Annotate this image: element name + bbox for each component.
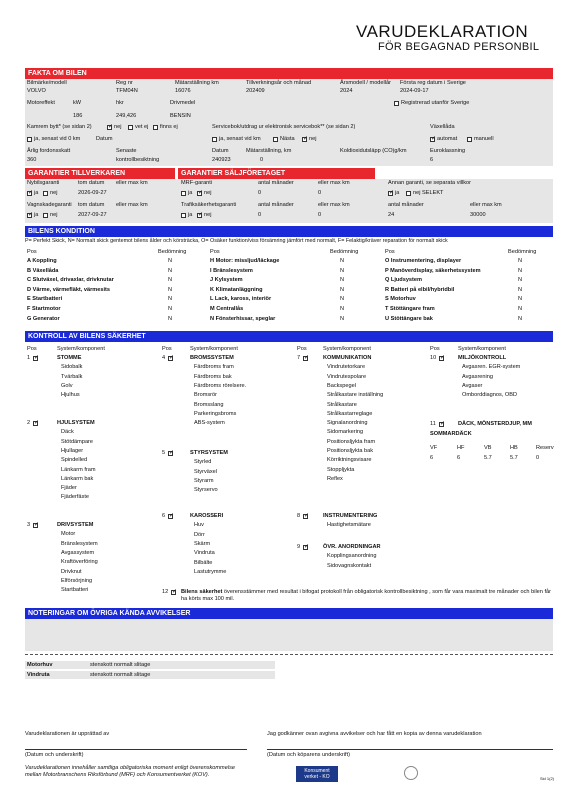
garanti-col: tom datum: [78, 180, 105, 186]
kondition-item: J Kylsystem: [210, 277, 243, 284]
section-kontroll: KONTROLL AV BILENS SÄKERHET: [25, 331, 553, 342]
nej-label: nej SELEKT: [413, 190, 444, 196]
document-title: VARUDEKLARATION: [356, 22, 529, 41]
vagnskadegaranti-label: Vagnskadegaranti: [27, 202, 72, 208]
kontroll-pos: 11: [430, 421, 436, 427]
kontroll-pos: 6: [162, 513, 166, 519]
kondition-grade: N: [340, 315, 345, 322]
registrerad-utanfor-checkbox[interactable]: [394, 101, 399, 106]
kontroll-col-system: System/komponent: [323, 346, 371, 352]
kontroll-pos: 8: [297, 513, 301, 519]
kondition-item: Q Ljudsystem: [385, 277, 422, 284]
kontroll-checkbox[interactable]: [168, 451, 173, 456]
vagn-ja-checkbox[interactable]: [27, 213, 32, 218]
fakta-value: 240923: [212, 157, 231, 163]
tire-depth: 5.7: [484, 455, 492, 461]
annan-value: 30000: [470, 212, 486, 218]
tire-depth: 6: [430, 455, 434, 461]
kontroll-group-title: DRIVSYSTEM: [57, 522, 94, 528]
kontroll-item: Vindruta: [194, 550, 215, 557]
tire-depth: 5.7: [510, 455, 518, 461]
kontroll-item: Bromsslang: [194, 401, 224, 408]
upprattad-label: Varudeklarationen är upprättad av: [25, 731, 110, 737]
kondition-col-pos: Pos: [210, 249, 220, 255]
kondition-grade: N: [168, 267, 173, 274]
kontroll-item: Golv: [61, 382, 73, 389]
kondition-grade: N: [168, 306, 173, 312]
mrf-ja-checkbox[interactable]: [181, 191, 186, 196]
godkanner-label: Jag godkänner ovan avgivna avvikelser och har fått en kopia av denna varudeklaration: [267, 731, 482, 737]
kontroll-item: Backspegel: [327, 382, 356, 389]
kondition-grade: N: [518, 267, 523, 274]
signature-caption: (Datum och underskrift): [25, 752, 84, 758]
kontroll-pos: 1: [27, 355, 31, 361]
fakta-label: Bilmärke/modell: [27, 80, 67, 86]
kontroll-item: Stoppljykta: [327, 466, 355, 473]
kondition-item: R Batteri på elbil/hybridbil: [385, 286, 455, 293]
pos12-text: [181, 589, 551, 603]
kontroll-item: Avgasren. EGR-system: [462, 364, 521, 371]
kontroll-item: Parkeringsbroms: [194, 410, 237, 417]
servicebok-checkbox[interactable]: [273, 137, 278, 142]
kontroll-item: Startbatteri: [61, 587, 89, 594]
kontroll-col-system: System/komponent: [458, 346, 506, 352]
kontroll-item: Strålkastarreglage: [327, 410, 373, 417]
note-component: Vindruta: [27, 672, 50, 678]
ja-label: ja: [395, 190, 400, 196]
pos12-bold: Bilens säkerhet: [181, 589, 224, 595]
kontroll-col-pos: Pos: [162, 346, 172, 352]
kondition-item: P Manöverdisplay, säkerhetssystem: [385, 267, 481, 274]
signature-line-seller[interactable]: [25, 749, 247, 750]
kontroll-item: Länkarm bak: [61, 475, 94, 482]
garanti-col: antal månader: [388, 202, 424, 208]
kontroll-item: Färdbroms fram: [194, 364, 234, 371]
section-fakta: FAKTA OM BILEN: [25, 68, 553, 79]
kontroll-item: Stötdämpare: [61, 438, 94, 445]
fakta-label: Årlig fordonsskatt: [27, 148, 71, 154]
mrf-garanti-label: MRF-garanti: [181, 180, 213, 186]
kontroll-item: Huv: [194, 522, 204, 529]
kontroll-item: Omborddiagnos, OBD: [462, 392, 518, 399]
section-noteringar: NOTERINGAR OM ÖVRIGA KÄNDA AVVIKELSER: [25, 608, 553, 619]
kontroll-item: Strålkastare inställning: [327, 392, 384, 399]
kondition-item: N Fönsterhissar, speglar: [210, 315, 276, 322]
kondition-grade: N: [340, 277, 345, 284]
kontroll-item: Fjäderfäste: [61, 494, 89, 501]
kamrem-label: Kamrem bytt* (se sidan 2): [27, 124, 92, 130]
kontroll-item: ABS-system: [194, 420, 225, 427]
trafik-nej-checkbox[interactable]: [197, 213, 202, 218]
note-component: Motorhuv: [27, 662, 53, 668]
nybil-date: 2026-09-27: [78, 190, 107, 196]
section-garantier-saljforetaget: GARANTIER SÄLJFÖRETAGET: [178, 168, 375, 179]
disclaimer-line: mellan Motorbranschens Riksförbund (MRF) och Konsumentverket (KOV).: [25, 772, 210, 778]
ja-label: ja: [188, 190, 193, 196]
servicebok-option: ja, senast vid km: [219, 136, 261, 142]
kondition-grade: N: [168, 277, 173, 284]
garanti-col: eller max km: [318, 202, 350, 208]
kontroll-group-title: MILJÖKONTROLL: [458, 355, 507, 361]
fakta-value: 202409: [246, 88, 265, 94]
annan-ja-checkbox[interactable]: [388, 191, 393, 196]
kontroll-group-title: KOMMUNIKATION: [323, 355, 372, 361]
kontroll-group-title: STOMME: [57, 355, 82, 361]
kontroll-item: Sidobalk: [61, 364, 83, 371]
kondition-item: I Bränslesystem: [210, 267, 253, 274]
kamrem-ja-label: ja, senast vid 0 km: [34, 136, 81, 142]
kontroll-group-title: ÖVR. ANORDNINGAR: [323, 544, 381, 550]
kontroll-item: Styrled: [194, 459, 212, 466]
kondition-grade: N: [518, 315, 523, 322]
kondition-grade: N: [340, 286, 345, 293]
tire-depth: 0: [536, 455, 540, 461]
note-text: stenskott normalt slitage: [90, 672, 151, 678]
servicebok-label: Servicebok/utdrag ur elektronisk servicebok** (se sidan 2): [212, 124, 356, 130]
annan-nej-checkbox[interactable]: [406, 191, 411, 196]
kondition-legend: P= Perfekt Skick, N= Normalt skick gentemot bilens ålder och körsträcka, O= Osäker funktion/viss försämring jämfört med normalt, F= Felaktig/kräver reparation för normalt skick: [25, 238, 448, 244]
kontroll-item: Skärm: [194, 540, 211, 547]
kontroll-item: Kopplingsanordning: [327, 553, 377, 560]
kontroll-item: Bilbälte: [194, 559, 213, 566]
kamrem-option: nej: [114, 124, 122, 130]
kontroll-checkbox[interactable]: [168, 514, 173, 519]
kamrem-checkbox[interactable]: [107, 125, 112, 130]
section-kondition: BILENS KONDITION: [25, 226, 553, 237]
kondition-grade: N: [518, 306, 523, 312]
kondition-grade: N: [168, 315, 173, 322]
kontroll-item: Hjulhus: [61, 392, 80, 399]
kontroll-checkbox[interactable]: [303, 545, 308, 550]
fakta-label: Tillverkningsår och månad: [246, 80, 312, 86]
garanti-col: tom datum: [78, 202, 105, 208]
kontroll-item: Positionsljykta bak: [327, 448, 374, 454]
trafik-ja-checkbox[interactable]: [181, 213, 186, 218]
fakta-value: 6: [430, 157, 434, 163]
kontroll-pos: 10: [430, 355, 437, 361]
kontroll-item: Färdbroms rörelsere.: [194, 382, 247, 389]
kondition-item: F Startmotor: [27, 306, 61, 312]
vaxellada-manuell-checkbox[interactable]: [467, 137, 472, 142]
vaxellada-option: automat: [437, 136, 458, 142]
kontroll-item: Styrservo: [194, 487, 218, 494]
fakta-label: Mätarställning km: [175, 80, 219, 86]
garanti-col: eller max km: [318, 180, 350, 186]
kontroll-pos: 12: [162, 589, 169, 595]
servicebok-checkbox[interactable]: [302, 137, 307, 142]
trafik-value: 0: [318, 212, 322, 218]
fakta-value: 249,426: [116, 113, 137, 119]
kamrem-checkbox[interactable]: [128, 125, 133, 130]
kontroll-col-system: System/komponent: [57, 346, 105, 352]
trafiksakerhet-label: Trafiksäkerhetsgaranti: [181, 202, 237, 208]
kontroll-checkbox[interactable]: [303, 356, 308, 361]
nej-label: nej: [204, 212, 212, 218]
fakta-value: kontrollbesiktning: [116, 157, 160, 163]
kontroll-item: Vindrutetorkare: [327, 364, 366, 371]
kondition-grade: N: [340, 258, 345, 264]
kondition-grade: N: [168, 286, 173, 293]
nybil-ja-checkbox[interactable]: [27, 191, 32, 196]
kondition-grade: N: [518, 296, 523, 303]
ja-label: ja: [34, 212, 39, 218]
fakta-label: Koldioxidutsläpp (CO)g/km: [340, 148, 407, 154]
fakta-value: TFM04N: [116, 88, 138, 94]
fakta-label: Senaste: [116, 148, 137, 154]
kondition-grade: N: [518, 286, 523, 293]
kondition-grade: N: [340, 296, 345, 303]
kontroll-group-title: KAROSSERI: [190, 513, 224, 519]
kontroll-checkbox[interactable]: [33, 523, 38, 528]
kontroll-checkbox[interactable]: [33, 356, 38, 361]
kontroll-item: Fjäder: [61, 485, 77, 492]
fakta-label: Årsmodell / modellår: [340, 80, 391, 86]
kontroll-col-pos: Pos: [430, 346, 440, 352]
kontroll-item: Bromsrör: [194, 392, 217, 399]
fakta-label: Drivmedel: [170, 100, 196, 106]
tire-position: VB: [484, 445, 492, 451]
kontroll-item: Motor: [61, 531, 76, 538]
mrf-seal-icon: [404, 766, 418, 780]
kondition-item: A Koppling: [27, 258, 57, 264]
vaxellada-automat-checkbox[interactable]: [430, 137, 435, 142]
section-garantier-tillverkaren: GARANTIER TILLVERKAREN: [25, 168, 175, 179]
vagn-nej-checkbox[interactable]: [43, 213, 48, 218]
kontroll-item: Strålkastare: [327, 401, 357, 408]
kontroll-item: Avgaser: [462, 382, 483, 389]
kondition-grade: N: [168, 296, 173, 303]
kontroll-pos: 3: [27, 522, 31, 528]
kontroll-item: Styrarm: [194, 477, 214, 484]
fakta-label: hkr: [116, 100, 124, 106]
ja-label: ja: [34, 190, 39, 196]
kondition-col-bedomning: Bedömning: [158, 249, 187, 255]
tire-position: VF: [430, 445, 438, 451]
kontroll-checkbox[interactable]: [171, 590, 176, 595]
kontroll-item: Signalanordning: [327, 420, 368, 427]
kondition-grade: N: [168, 258, 173, 264]
kondition-grade: N: [340, 306, 345, 312]
fakta-value: 2024: [340, 88, 353, 94]
servicebok-option: Nästa: [280, 136, 295, 142]
fakta-label: Datum: [212, 148, 229, 154]
kontroll-pos: 2: [27, 420, 31, 426]
tire-position: Reserv: [536, 445, 554, 451]
kontroll-checkbox[interactable]: [168, 356, 173, 361]
kontroll-item: Sidovagnskontakt: [327, 562, 372, 569]
ja-label: ja: [188, 212, 193, 218]
kontroll-group-title: BROMSSYSTEM: [190, 355, 234, 361]
kondition-item: T Stöttängare fram: [385, 306, 435, 312]
kontroll-pos: 7: [297, 355, 301, 361]
kondition-grade: N: [518, 277, 523, 284]
kondition-item: D Värme, värmefläkt, värmesits: [27, 286, 111, 293]
fakta-value: BENSIN: [170, 113, 191, 119]
kontroll-item: Avgasrening: [462, 373, 493, 380]
kontroll-item: Elförsörjning: [61, 577, 93, 584]
fakta-value: 16076: [175, 88, 191, 94]
mrf-nej-checkbox[interactable]: [197, 191, 202, 196]
kondition-item: G Generator: [27, 315, 60, 322]
fakta-value: 186: [73, 113, 83, 119]
kontroll-group-title: DÄCK, MÖNSTERDJUP, MM: [458, 421, 532, 427]
garanti-col: antal månader: [258, 180, 294, 186]
kondition-item: O Instrumentering, displayer: [385, 258, 462, 264]
kondition-item: U Stöttängare bak: [385, 315, 433, 322]
kondition-item: E Startbatteri: [27, 296, 63, 303]
kondition-item: M Centrallås: [210, 306, 244, 312]
disclaimer-line: Varudeklarationen innehåller samtliga obligatoriska moment enligt överenskommelse: [25, 765, 235, 771]
trafik-value: 0: [258, 212, 262, 218]
kondition-col-pos: Pos: [27, 249, 37, 255]
kontroll-col-system: System/komponent: [190, 346, 238, 352]
noteringar-divider: [25, 654, 553, 655]
kontroll-item: Hastighetsmätare: [327, 522, 371, 529]
fakta-value: VOLVO: [27, 88, 46, 94]
kontroll-item: Tvärbalk: [61, 373, 83, 380]
kontroll-col-pos: Pos: [27, 346, 37, 352]
kontroll-col-pos: Pos: [297, 346, 307, 352]
kontroll-item: Positionsljykta fram: [327, 438, 376, 445]
annan-garanti-label: Annan garanti, se separata villkor: [388, 180, 472, 186]
kamrem-datum-label: Datum: [96, 136, 113, 142]
kontroll-checkbox[interactable]: [303, 514, 308, 519]
kondition-item: L Lack, kaross, interiör: [210, 296, 272, 303]
kontroll-item: Dörr: [194, 531, 205, 538]
kondition-grade: N: [518, 258, 523, 264]
vagn-date: 2027-09-27: [78, 212, 107, 218]
pos12-body: överensstämmer med resultat i bifogat protokoll från obligatorisk kontrollbesiktning , som får vara maximalt tre månader och bilen får ha körts max 100 mil.: [181, 589, 551, 602]
kamrem-checkbox[interactable]: [153, 125, 158, 130]
fakta-value: 0: [260, 157, 264, 163]
kontroll-item: Reflex: [327, 475, 343, 482]
kontroll-item: Kraftöverföring: [61, 559, 98, 566]
fakta-label: Reg nr: [116, 80, 133, 86]
nej-label: nej: [50, 190, 58, 196]
fakta-label: Mätarställning, km: [246, 148, 292, 154]
kondition-item: K Klimatanläggning: [210, 286, 263, 293]
nej-label: nej: [50, 212, 58, 218]
konsumentverket-logo: Konsument verket - KO: [296, 766, 338, 782]
kontroll-checkbox[interactable]: [439, 422, 444, 427]
garanti-col: eller max km: [116, 180, 148, 186]
fakta-label: Första reg datum i Sverige: [400, 80, 466, 86]
signature-line-buyer[interactable]: [267, 749, 553, 750]
fakta-value: 360: [27, 157, 37, 163]
mrf-value: 0: [258, 190, 262, 196]
servicebok-option: nej: [309, 136, 317, 142]
kontroll-item: Färdbroms bak: [194, 373, 232, 380]
kontroll-group-title: INSTRUMENTERING: [323, 513, 378, 519]
kondition-col-bedomning: Bedömning: [508, 249, 537, 255]
kontroll-item: Bränslesystem: [61, 540, 98, 547]
kontroll-item: Däck: [61, 429, 74, 436]
mrf-value: 0: [318, 190, 322, 196]
fakta-label: kW: [73, 100, 82, 106]
vaxellada-option: manuell: [474, 136, 494, 142]
nybilsgaranti-label: Nybilsgaranti: [27, 180, 60, 186]
garanti-col: eller max km: [116, 202, 148, 208]
kontroll-item: Vindrutespolare: [327, 373, 367, 380]
tire-depth: 6: [457, 455, 461, 461]
kontroll-pos: 5: [162, 450, 166, 456]
kontroll-checkbox[interactable]: [33, 421, 38, 426]
kondition-item: H Motor: missljud/läckage: [210, 258, 280, 264]
servicebok-checkbox[interactable]: [212, 137, 217, 142]
kontroll-item: Avgassystem: [61, 549, 95, 556]
kamrem-ja-checkbox[interactable]: [27, 137, 32, 142]
note-text: stenskott normalt slitage: [90, 662, 151, 668]
registrerad-utanfor-label: Registrerad utanför Sverige: [401, 100, 470, 106]
fakta-label: Euroklassning: [430, 148, 466, 154]
fakta-label: Motoreffekt: [27, 100, 55, 106]
kontroll-item: Sidomarkering: [327, 429, 364, 436]
kondition-col-pos: Pos: [385, 249, 395, 255]
kondition-item: S Motorhuv: [385, 296, 416, 303]
kamrem-option: vet ej: [135, 124, 149, 130]
kondition-item: C Slutväxel, drivaxlar, drivknutar: [27, 277, 114, 284]
garanti-col: eller max km: [470, 202, 502, 208]
document-subtitle: FÖR BEGAGNAD PERSONBIL: [378, 41, 540, 53]
noteringar-panel: [25, 619, 553, 651]
signature-caption: (Datum och köparens underskrift): [267, 752, 351, 758]
kontroll-item: Drivknut: [61, 568, 82, 575]
nybil-nej-checkbox[interactable]: [43, 191, 48, 196]
garanti-col: antal månader: [258, 202, 294, 208]
kontroll-item: Hjullager: [61, 447, 84, 454]
kontroll-item: Spindelled: [61, 457, 88, 464]
kontroll-item: Körriktningsvisare: [327, 457, 372, 464]
tire-position: HB: [510, 445, 518, 451]
tire-position: HF: [457, 445, 465, 451]
kontroll-group-title: HJULSYSTEM: [57, 420, 95, 426]
kontroll-item: Styrväxel: [194, 468, 218, 475]
kontroll-item: Länkarm fram: [61, 466, 96, 473]
annan-value: 24: [388, 212, 395, 218]
kontroll-item: Lastutrymme: [194, 568, 227, 575]
nej-label: nej: [204, 190, 212, 196]
kondition-grade: N: [340, 267, 345, 274]
sommardack-label: SOMMARDÄCK: [430, 431, 472, 437]
kontroll-pos: 9: [297, 544, 301, 550]
kamrem-option: finns ej: [160, 124, 178, 130]
kontroll-group-title: STYRSYSTEM: [190, 450, 228, 456]
page-number: Sid 1(2): [540, 776, 555, 781]
kontroll-pos: 4: [162, 355, 166, 361]
fakta-value: 2024-09-17: [400, 88, 429, 94]
kontroll-checkbox[interactable]: [439, 356, 444, 361]
kondition-item: B Växellåda: [27, 267, 59, 274]
vaxellada-label: Växellåda: [430, 124, 455, 130]
kondition-col-bedomning: Bedömning: [330, 249, 359, 255]
